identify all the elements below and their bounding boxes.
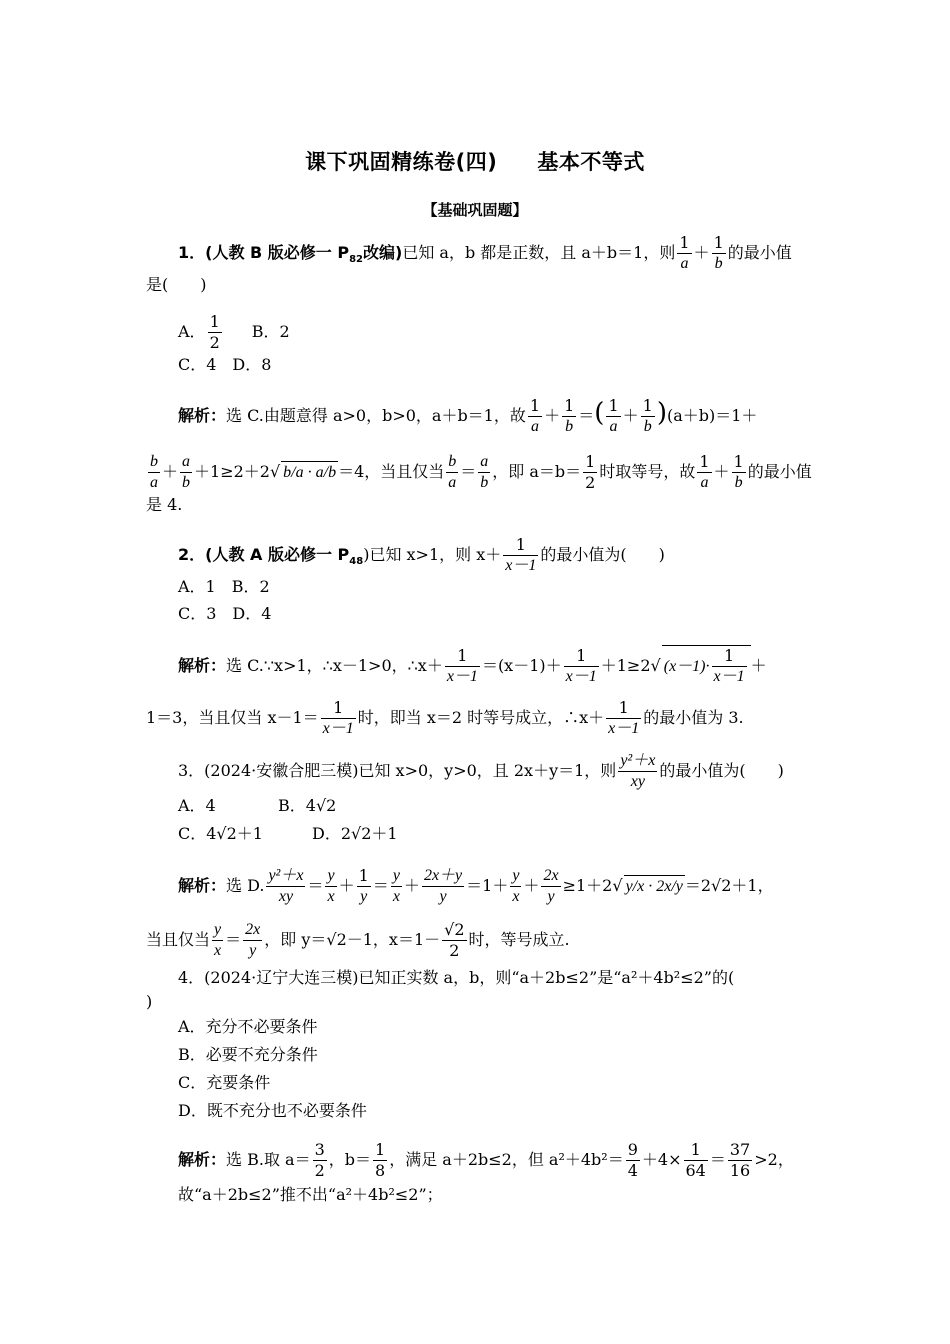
q1-solution-line2: $\frac{b}{a}$ ＋ $\frac{a}{b}$ ＋1≥2＋2√ b/a · a/b ＝4，当且仅当 $\frac{b}{a}$ ＝ $\frac{a}{b}$ ，即 a＝b＝ $\frac{1}{2}$ 时取等号，故 $\frac{1}{a}$ ＋ $\frac{1}{b}$ 的最小值 <box>150 452 812 492</box>
q3-stem: 3．(2024·安徽合肥三模)已知 x>0，y>0，且 2x＋y＝1，则 $\frac{\text{y²＋x}}{xy}$ 的最小值为( ) <box>178 752 784 790</box>
page-title: 课下巩固精练卷(四) 基本不等式 <box>305 150 645 174</box>
q4-option-b: B．必要不充分条件 <box>178 1045 318 1064</box>
q3-solution-line2: 当且仅当 $\frac{y}{x}$ ＝ $\frac{2x}{y}$ ，即 y＝√2－1，x＝1－ $\frac{√2}{2}$ 时，等号成立. <box>146 920 570 960</box>
q3-option-a: A．4 <box>178 796 216 815</box>
q1-solution-line3: 是 4. <box>146 495 183 514</box>
q4-stem: 4．(2024·辽宁大连三模)已知正实数 a，b，则“a＋2b≤2”是“a²＋4b²≤2”的( <box>178 968 735 987</box>
q3-option-d: D．2√2＋1 <box>312 824 398 843</box>
q3-solution-line1: 解析：选 D. $\frac{\text{y²＋x}}{xy}$ ＝ $\frac{y}{x}$ ＋ $\frac{1}{y}$ ＝ $\frac{y}{x}$ ＋ $\frac{2x+y}{y}$ ＝1＋ $\frac{y}{x}$ ＋ $\frac{2x}{y}$ ≥1＋2√ y/x · 2x/y ＝2√2＋1， <box>178 866 774 905</box>
q4-option-a: A．充分不必要条件 <box>178 1017 318 1036</box>
q3-option-b: B．4√2 <box>278 796 337 815</box>
q1-options-cd: C．4 D．8 <box>178 355 272 374</box>
q2-options-cd: C．3 D．4 <box>178 604 272 623</box>
q2-solution-line2: 1＝3，当且仅当 x－1＝ $\frac{1}{x-1}$ 时，即当 x＝2 时等号成立，∴x＋ $\frac{1}{x-1}$ 的最小值为 3. <box>146 698 744 737</box>
q2-solution-line1: 解析：选 C.∵x>1，∴x－1>0，∴x＋ $\frac{1}{x-1}$ ＝(x－1)＋ $\frac{1}{x-1}$ ＋1≥2√ (x－1)· $\frac{1}{x-1}$ ＋ <box>178 646 767 685</box>
q4-option-d: D．既不充分也不必要条件 <box>178 1101 367 1120</box>
q4-solution-line1: 解析：选 B.取 a＝ $\frac{3}{2}$ ，b＝ $\frac{1}{8}$ ，满足 a＋2b≤2，但 a²＋4b²＝ $\frac{9}{4}$ ＋4× $\frac{1}{64}$ ＝ $\frac{37}{16}$ >2， <box>178 1140 794 1180</box>
q4-solution-line2: 故“a＋2b≤2”推不出“a²＋4b²≤2”； <box>178 1185 443 1204</box>
q4-option-c: C．充要条件 <box>178 1073 271 1092</box>
section-heading: 【基础巩固题】 <box>422 201 528 219</box>
q1-options-ab: A． $\frac{1}{2}$ B．2 <box>178 312 290 352</box>
q1-stem-cont: 是( ) <box>146 275 207 294</box>
q2-stem: 2．(人教 A 版必修一 $P_{48}$)已知 x>1，则 x＋ $\frac{1}{x-1}$ 的最小值为( ) <box>178 535 665 574</box>
q4-stem-cont: ) <box>146 992 153 1011</box>
q3-option-c: C．4√2＋1 <box>178 824 263 843</box>
q1-solution-line1: 解析：选 C.由题意得 a>0，b>0，a＋b＝1，故 $\frac{1}{a}$ ＋ $\frac{1}{b}$ ＝( $\frac{1}{a}$ ＋ $\frac{1}{b}$ )(a＋b)＝1＋ <box>178 396 758 435</box>
q1-stem: 1．(人教 B 版必修一 $P_{82}$改编)已知 a，b 都是正数，且 a＋b＝1，则 $\frac{1}{a}$ ＋ $\frac{1}{b}$ 的最小值 <box>178 233 792 272</box>
q2-options-ab: A．1 B．2 <box>178 577 270 596</box>
